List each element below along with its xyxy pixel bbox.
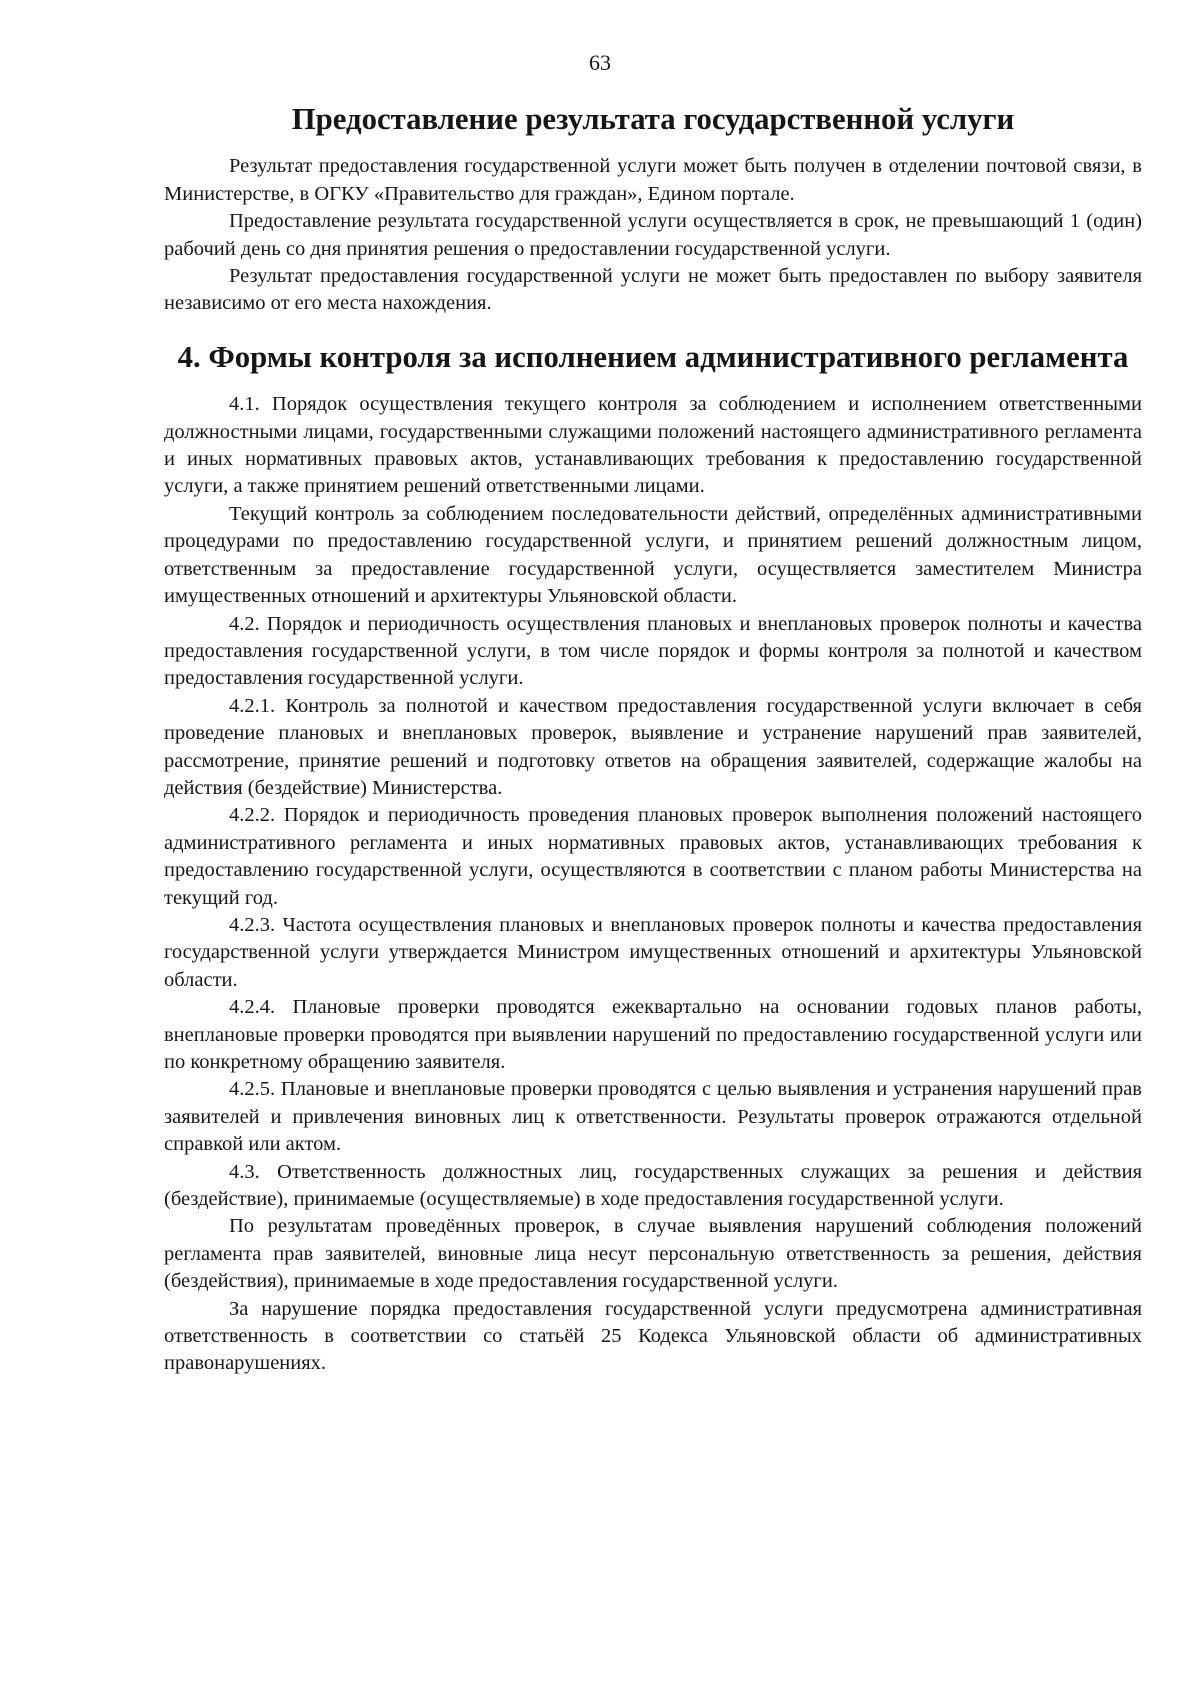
section-4-paragraph: 4.1. Порядок осуществления текущего контроля за соблюдением и исполнением ответственными должностными лицами, государственными служащими положений настоящего административного регламента и иных нормативных правовых актов, устанавливающих требования к предоставлению государственной услуги, а также принятием решений ответственными лицами. bbox=[164, 393, 1142, 498]
section-4-paragraph: 4.2.3. Частота осуществления плановых и внеплановых проверок полноты и качества предоставления государственной услуги утверждается Министром имущественных отношений и архитектуры Ульяновской области. bbox=[164, 913, 1142, 991]
page-number: 63 bbox=[589, 50, 611, 75]
section-4-paragraph: Текущий контроль за соблюдением последовательности действий, определённых административными процедурами по предоставлению государственной услуги, и принятием решений должностным лицом, ответственным за предоставление государственной услуги, осуществляется заместителем Министра имущественных отношений и архитектуры Ульяновской области. bbox=[164, 502, 1142, 608]
section-4-paragraph: 4.2.5. Плановые и внеплановые проверки проводятся с целью выявления и устранения нарушений прав заявителей и привлечения виновных лиц к ответственности. Результаты проверок отражаются отдельной справкой или актом. bbox=[164, 1078, 1142, 1156]
section-4-paragraph: По результатам проведённых проверок, в случае выявления нарушений соблюдения положений регламента прав заявителей, виновные лица несут персональную ответственность за решения, действия (бездействия), принимаемые в ходе предоставления государственной услуги. bbox=[164, 1215, 1142, 1293]
result-paragraph: Предоставление результата государственной услуги осуществляется в срок, не превышающий 1 (один) рабочий день со дня принятия решения о предоставлении государственной услуги. bbox=[164, 210, 1142, 260]
section-4-paragraph: 4.2.2. Порядок и периодичность проведения плановых проверок выполнения положений настоящего административного регламента и иных нормативных правовых актов, устанавливающих требования к предоставлению государственной услуги, осуществляются в соответствии с планом работы Министерства на текущий год. bbox=[164, 804, 1142, 909]
section-result-title: Предоставление результата государственной услуги bbox=[291, 102, 1015, 136]
section-4-paragraph: 4.3. Ответственность должностных лиц, государственных служащих за решения и действия (бездействие), принимаемые (осуществляемые) в ходе предоставления государственной услуги. bbox=[164, 1160, 1142, 1211]
section-4-paragraph: 4.2.4. Плановые проверки проводятся ежеквартально на основании годовых планов работы, внеплановые проверки проводятся при выявлении нарушений по предоставлению государственной услуги или по конкретному обращению заявителя. bbox=[164, 996, 1142, 1073]
result-paragraph: Результат предоставления государственной услуги может быть получен в отделении почтовой связи, в Министерстве, в ОГКУ «Правительство для граждан», Едином портале. bbox=[164, 155, 1142, 205]
section-4-title: 4. Формы контроля за исполнением административного регламента bbox=[177, 339, 1129, 374]
section-4-paragraph: 4.2.1. Контроль за полнотой и качеством предоставления государственной услуги включает в себя проведение плановых и внеплановых проверок, выявление и устранение нарушений прав заявителей, рассмотрение, принятие решений и подготовку ответов на обращения заявителей, содержащие жалобы на действия (бездействие) Министерства. bbox=[164, 694, 1142, 799]
result-paragraph: Результат предоставления государственной услуги не может быть предоставлен по выбору заявителя независимо от его места нахождения. bbox=[164, 265, 1142, 315]
section-4-paragraph: 4.2. Порядок и периодичность осуществления плановых и внеплановых проверок полноты и качества предоставления государственной услуги, в том числе порядок и формы контроля за полнотой и качеством предоставления государственной услуги. bbox=[164, 612, 1142, 690]
section-4-paragraph: За нарушение порядка предоставления государственной услуги предусмотрена административная ответственность в соответствии со статьёй 25 Кодекса Ульяновской области об административных правонарушениях. bbox=[164, 1297, 1142, 1375]
page-content bbox=[164, 102, 1142, 1378]
